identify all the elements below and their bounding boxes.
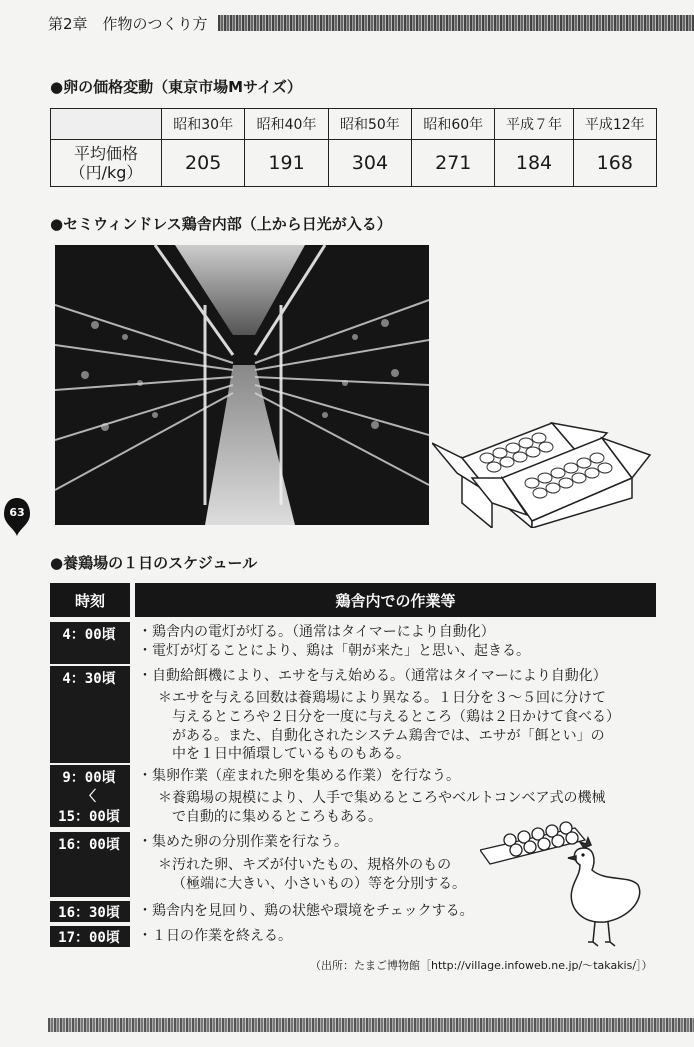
schedule-table <box>50 583 656 946</box>
price-table <box>50 108 657 187</box>
schedule-note: で自動的に集めるところもある。 <box>158 809 382 825</box>
time-label: 17：00頃 <box>58 930 120 946</box>
header-band <box>218 15 694 31</box>
schedule-section-title: ●養鶏場の１日のスケジュール <box>50 554 258 572</box>
photo-section-title: ●セミウィンドレス鶏舎内部（上から日光が入る） <box>50 215 392 233</box>
time-cell <box>50 901 130 922</box>
time-cell <box>50 622 130 664</box>
year-cell: 平成12年 <box>573 109 656 140</box>
year-cell: 平成７年 <box>495 109 573 140</box>
work-column-header: 鶏舎内での作業等 <box>135 583 656 617</box>
schedule-line: ・集めた卵の分別作業を行なう。 <box>138 834 348 850</box>
year-cell: 昭和40年 <box>245 109 328 140</box>
year-cell: 昭和60年 <box>412 109 495 140</box>
time-label-end: 15：00頃 <box>58 809 120 825</box>
schedule-header-row <box>50 583 656 617</box>
price-value-cell: 168 <box>573 140 656 187</box>
schedule-line: ・電灯が灯ることにより、鶏は「朝が来た」と思い、起きる。 <box>138 643 530 659</box>
time-cell <box>50 765 130 827</box>
time-range-separator: 〈 <box>82 789 96 805</box>
price-value-cell: 304 <box>328 140 411 187</box>
time-label: 4：30頃 <box>62 671 116 687</box>
schedule-line: ・鶏舎内の電灯が灯る。（通常はタイマーにより自動化） <box>138 624 495 640</box>
schedule-note: がある。また、自動化されたシステム鶏舎では、エサが「餌とい」の <box>158 728 605 744</box>
henhouse-photo <box>55 245 429 525</box>
price-value-cell: 191 <box>245 140 328 187</box>
schedule-note: 中を１日中循環しているものもある。 <box>158 746 410 762</box>
price-section-title: ●卵の価格変動（東京市場Mサイズ） <box>50 78 302 96</box>
blank-corner-cell <box>51 109 162 140</box>
chapter-title: 第2章 作物のつくり方 <box>48 14 208 33</box>
row-header-cell <box>51 140 162 187</box>
time-cell <box>50 926 130 947</box>
schedule-note: （極端に大きい、小さいもの）等を分別する。 <box>172 876 466 892</box>
source-citation: （出所：たまご博物館［http://village.infoweb.ne.jp/～takakis/］） <box>310 959 653 972</box>
page-header <box>48 8 694 38</box>
schedule-line: ・鶏舎内を見回り、鶏の状態や環境をチェックする。 <box>138 903 474 919</box>
schedule-row <box>50 622 656 664</box>
time-label: 4：00頃 <box>62 627 116 643</box>
time-label: 16：30頃 <box>58 905 120 921</box>
time-cell <box>50 832 130 897</box>
chicken-illustration <box>480 820 650 954</box>
egg-carton-illustration <box>432 403 652 532</box>
schedule-note: 与えるところや２日分を一度に与えるところ（鶏は２日かけて食べる） <box>158 709 620 725</box>
price-table-header-row <box>51 109 657 140</box>
price-value-cell: 205 <box>162 140 245 187</box>
price-value-cell: 271 <box>412 140 495 187</box>
schedule-note: ＊養鶏場の規模により、人手で集めるところやベルトコンベア式の機械 <box>158 790 606 806</box>
page-number: 63 <box>9 506 25 519</box>
row-header-line2: （円/kg） <box>69 163 143 182</box>
price-value-cell: 184 <box>495 140 573 187</box>
time-column-header: 時刻 <box>50 583 130 617</box>
time-cell <box>50 666 130 763</box>
schedule-line: ・集卵作業（産まれた卵を集める作業）を行なう。 <box>138 768 460 784</box>
time-label: 16：00頃 <box>58 837 120 853</box>
schedule-line: ・自動給餌機により、エサを与え始める。（通常はタイマーにより自動化） <box>138 668 607 684</box>
year-cell: 昭和30年 <box>162 109 245 140</box>
footer-band <box>48 1018 694 1032</box>
schedule-note: ＊エサを与える回数は養鶏場により異なる。１日分を３～５回に分けて <box>158 690 606 706</box>
page-number-badge <box>4 498 30 536</box>
year-cell: 昭和50年 <box>328 109 411 140</box>
schedule-row <box>50 666 656 763</box>
price-table-value-row <box>51 140 657 187</box>
schedule-line: ・１日の作業を終える。 <box>138 928 292 944</box>
time-label: 9：00頃 <box>62 770 116 786</box>
schedule-note: ＊汚れた卵、キズが付いたもの、規格外のもの <box>158 857 452 873</box>
row-header-line1: 平均価格 <box>73 144 138 163</box>
schedule-row <box>50 765 656 827</box>
